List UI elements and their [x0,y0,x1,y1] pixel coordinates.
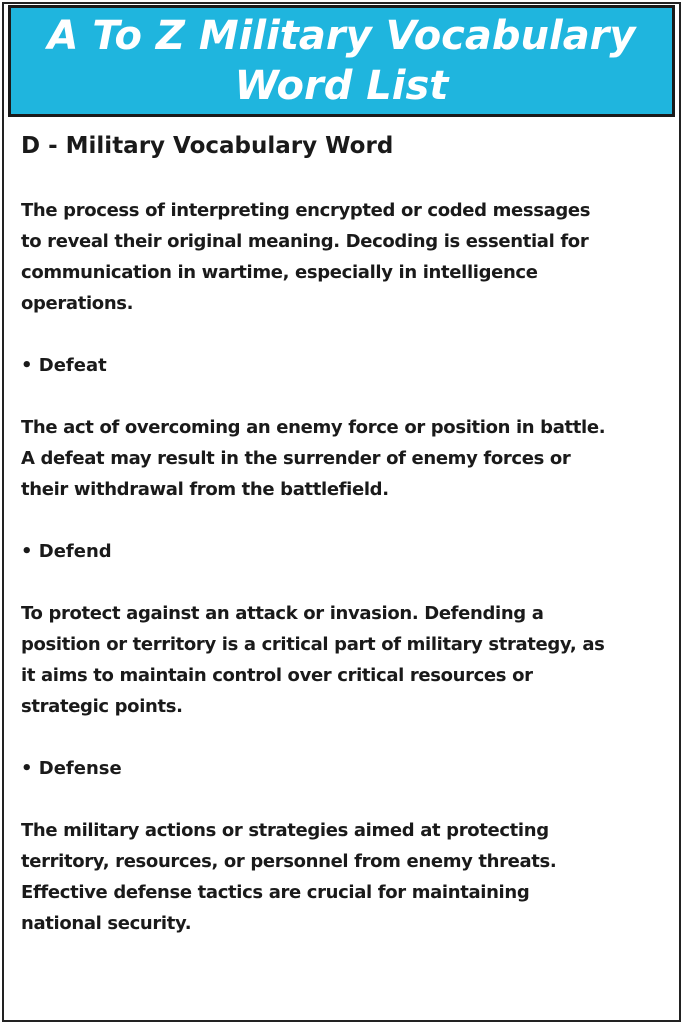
definition-line: position or territory is a critical part of military strategy, as [21,634,605,655]
title-line-1: A To Z Military Vocabulary [47,13,636,59]
definition-line: communication in wartime, especially in intelligence [21,262,538,283]
definition-line: territory, resources, or personnel from enemy threats. [21,851,557,872]
definition-line: To protect against an attack or invasion. Defending a [21,603,544,624]
definition-line: to reveal their original meaning. Decoding is essential for [21,231,589,252]
definition-defend [21,598,666,722]
term-defend: • Defend [21,541,112,562]
title-banner [8,5,675,117]
definition-line: Effective defense tactics are crucial for maintaining [21,882,530,903]
definition-decoding [21,195,666,319]
definition-line: The process of interpreting encrypted or coded messages [21,200,591,221]
definition-line: The act of overcoming an enemy force or position in battle. [21,417,606,438]
definition-line: their withdrawal from the battlefield. [21,479,389,500]
term-defense: • Defense [21,758,122,779]
definition-line: The military actions or strategies aimed at protecting [21,820,549,841]
definition-line: strategic points. [21,696,183,717]
term-defeat: • Defeat [21,355,107,376]
definition-line: A defeat may result in the surrender of enemy forces or [21,448,571,469]
definition-defeat [21,412,666,505]
definition-line: operations. [21,293,134,314]
title-line-2: Word List [234,63,449,109]
content-area [21,130,666,939]
definition-line: it aims to maintain control over critical resources or [21,665,533,686]
definition-defense [21,815,666,939]
definition-line: national security. [21,913,192,934]
section-heading: D - Military Vocabulary Word [21,133,394,159]
